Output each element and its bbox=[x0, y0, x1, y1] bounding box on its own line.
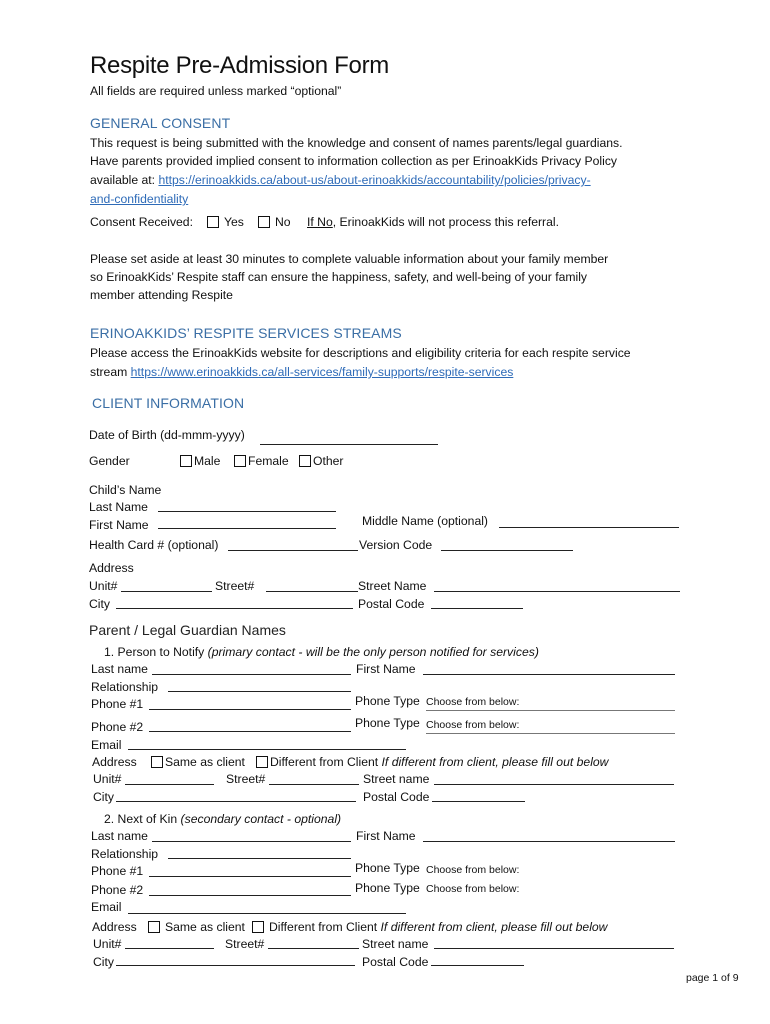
privacy-policy-link-continued[interactable]: and-confidentiality bbox=[90, 192, 189, 206]
client-postal-code-field[interactable] bbox=[431, 608, 523, 609]
consent-link-prefix: available at: bbox=[90, 173, 159, 187]
if-no-rest-text: , ErinoakKids will not process this referral. bbox=[332, 215, 559, 229]
p2-phone-type-1-select[interactable]: Choose from below: bbox=[426, 864, 520, 876]
p2-different-from-client-checkbox[interactable] bbox=[252, 921, 264, 933]
p1-phone-type-1-label: Phone Type bbox=[355, 694, 420, 708]
version-code-label: Version Code bbox=[359, 538, 433, 552]
client-last-name-label: Last Name bbox=[89, 500, 148, 514]
consent-if-no-note bbox=[307, 215, 559, 229]
p2-postal-code-field[interactable] bbox=[431, 965, 524, 966]
health-card-label: Health Card # (optional) bbox=[89, 538, 219, 552]
gender-female-label: Female bbox=[248, 454, 289, 468]
p2-different-from-client-label bbox=[269, 920, 607, 934]
p1-same-as-client-checkbox[interactable] bbox=[151, 756, 163, 768]
client-street-name-field[interactable] bbox=[434, 591, 680, 592]
p2-same-as-client-label: Same as client bbox=[165, 920, 245, 934]
p2-phone2-label: Phone #2 bbox=[91, 883, 144, 897]
gender-male-label: Male bbox=[194, 454, 221, 468]
general-consent-heading: GENERAL CONSENT bbox=[90, 115, 231, 131]
time-note-line-1: Please set aside at least 30 minutes to complete valuable information about your family member bbox=[90, 252, 609, 266]
next-of-kin-text: 2. Next of Kin bbox=[104, 812, 181, 826]
childs-name-label: Child’s Name bbox=[89, 483, 162, 497]
gender-male-checkbox[interactable] bbox=[180, 455, 192, 467]
p1-first-name-field[interactable] bbox=[423, 674, 675, 675]
person-to-notify-text: 1. Person to Notify bbox=[104, 645, 208, 659]
p2-unit-field[interactable] bbox=[125, 948, 214, 949]
client-first-name-label: First Name bbox=[89, 518, 149, 532]
p1-city-field[interactable] bbox=[116, 801, 356, 802]
time-note-line-3: member attending Respite bbox=[90, 288, 233, 302]
consent-text-line-2: Have parents provided implied consent to information collection as per ErinoakKids Privacy Policy bbox=[90, 154, 618, 168]
next-of-kin-note: (secondary contact - optional) bbox=[180, 812, 342, 826]
client-middle-name-field[interactable] bbox=[499, 527, 679, 528]
p2-postal-code-label: Postal Code bbox=[362, 955, 429, 969]
next-of-kin-title bbox=[104, 812, 341, 826]
p1-phone-type-1-underline bbox=[426, 710, 675, 711]
person-to-notify-note: (primary contact - will be the only person notified for services) bbox=[207, 645, 539, 659]
p1-first-name-label: First Name bbox=[356, 662, 416, 676]
p2-unit-label: Unit# bbox=[93, 937, 122, 951]
p2-street-number-label: Street# bbox=[225, 937, 265, 951]
p1-phone-type-2-select[interactable]: Choose from below: bbox=[426, 719, 520, 731]
p1-street-number-label: Street# bbox=[226, 772, 266, 786]
p1-phone2-field[interactable] bbox=[149, 731, 351, 732]
client-city-label: City bbox=[89, 597, 110, 611]
p1-unit-field[interactable] bbox=[125, 784, 214, 785]
p1-phone-type-2-label: Phone Type bbox=[355, 716, 420, 730]
consent-received-label: Consent Received: bbox=[90, 215, 193, 229]
p1-different-text: Different from Client bbox=[270, 755, 379, 769]
gender-label: Gender bbox=[89, 454, 130, 468]
version-code-field[interactable] bbox=[441, 550, 573, 551]
p1-street-name-label: Street name bbox=[363, 772, 430, 786]
p1-relationship-field[interactable] bbox=[168, 691, 351, 692]
p1-email-label: Email bbox=[91, 738, 122, 752]
client-city-field[interactable] bbox=[116, 608, 353, 609]
p2-different-note: If different from client, please fill out below bbox=[377, 920, 608, 934]
gender-other-label: Other bbox=[313, 454, 344, 468]
privacy-policy-link[interactable]: https://erinoakkids.ca/about-us/about-erinoakkids/accountability/policies/privacy- bbox=[158, 173, 591, 187]
p2-first-name-label: First Name bbox=[356, 829, 416, 843]
p1-street-name-field[interactable] bbox=[434, 784, 674, 785]
dob-field[interactable] bbox=[260, 444, 438, 445]
client-first-name-field[interactable] bbox=[158, 528, 336, 529]
consent-yes-label: Yes bbox=[224, 215, 244, 229]
client-last-name-field[interactable] bbox=[158, 511, 336, 512]
consent-text-line-3 bbox=[90, 173, 591, 187]
page-subtitle: All fields are required unless marked “optional” bbox=[90, 84, 342, 98]
p2-different-text: Different from Client bbox=[269, 920, 378, 934]
client-unit-field[interactable] bbox=[121, 591, 212, 592]
client-street-number-label: Street# bbox=[215, 579, 255, 593]
p2-street-name-label: Street name bbox=[362, 937, 429, 951]
p1-phone-type-1-select[interactable]: Choose from below: bbox=[426, 696, 520, 708]
streams-text-line-2 bbox=[90, 365, 513, 379]
respite-services-link[interactable]: https://www.erinoakkids.ca/all-services/family-supports/respite-services bbox=[130, 365, 514, 379]
client-unit-label: Unit# bbox=[89, 579, 118, 593]
p1-phone1-field[interactable] bbox=[149, 709, 351, 710]
p1-postal-code-label: Postal Code bbox=[363, 790, 430, 804]
time-note-line-2: so ErinoakKids’ Respite staff can ensure the happiness, safety, and well-being of your family bbox=[90, 270, 588, 284]
p2-last-name-label: Last name bbox=[91, 829, 148, 843]
health-card-field[interactable] bbox=[228, 550, 358, 551]
p1-email-field[interactable] bbox=[128, 749, 406, 750]
client-information-heading: CLIENT INFORMATION bbox=[92, 395, 245, 411]
p2-relationship-label: Relationship bbox=[91, 847, 159, 861]
p1-last-name-field[interactable] bbox=[152, 674, 351, 675]
consent-no-label: No bbox=[275, 215, 291, 229]
client-street-name-label: Street Name bbox=[358, 579, 427, 593]
consent-yes-checkbox[interactable] bbox=[207, 216, 219, 228]
p1-different-note: If different from client, please fill out below bbox=[378, 755, 609, 769]
streams-heading: ERINOAKKIDS’ RESPITE SERVICES STREAMS bbox=[90, 325, 402, 341]
consent-text-line-1: This request is being submitted with the knowledge and consent of names parents/legal guardians. bbox=[90, 136, 623, 150]
p1-street-number-field[interactable] bbox=[269, 784, 359, 785]
if-no-text: If No bbox=[307, 215, 333, 229]
p2-first-name-field[interactable] bbox=[423, 841, 675, 842]
gender-female-checkbox[interactable] bbox=[234, 455, 246, 467]
p1-last-name-label: Last name bbox=[91, 662, 148, 676]
streams-link-prefix: stream bbox=[90, 365, 131, 379]
p1-address-label: Address bbox=[92, 755, 137, 769]
p1-same-as-client-label: Same as client bbox=[165, 755, 245, 769]
p2-phone1-label: Phone #1 bbox=[91, 864, 144, 878]
p2-phone2-field[interactable] bbox=[149, 895, 351, 896]
person-to-notify-title bbox=[104, 645, 539, 659]
p2-email-label: Email bbox=[91, 900, 122, 914]
p1-different-from-client-label bbox=[270, 755, 608, 769]
p1-postal-code-field[interactable] bbox=[432, 801, 525, 802]
p1-relationship-label: Relationship bbox=[91, 680, 159, 694]
client-postal-code-label: Postal Code bbox=[358, 597, 425, 611]
p1-phone1-label: Phone #1 bbox=[91, 697, 144, 711]
client-address-label: Address bbox=[89, 561, 134, 575]
client-street-number-field[interactable] bbox=[266, 591, 358, 592]
gender-other-checkbox[interactable] bbox=[299, 455, 311, 467]
p2-relationship-field[interactable] bbox=[168, 858, 351, 859]
p2-phone-type-2-label: Phone Type bbox=[355, 881, 420, 895]
p2-street-number-field[interactable] bbox=[268, 948, 359, 949]
p2-phone-type-1-label: Phone Type bbox=[355, 861, 420, 875]
client-middle-name-label: Middle Name (optional) bbox=[362, 514, 488, 528]
p2-address-label: Address bbox=[92, 920, 137, 934]
p2-same-as-client-checkbox[interactable] bbox=[148, 921, 160, 933]
p2-phone-type-2-select[interactable]: Choose from below: bbox=[426, 883, 520, 895]
p1-different-from-client-checkbox[interactable] bbox=[256, 756, 268, 768]
p2-email-field[interactable] bbox=[128, 913, 406, 914]
p1-unit-label: Unit# bbox=[93, 772, 122, 786]
page-title: Respite Pre-Admission Form bbox=[90, 52, 389, 79]
consent-no-checkbox[interactable] bbox=[258, 216, 270, 228]
dob-label: Date of Birth (dd-mmm-yyyy) bbox=[89, 428, 245, 442]
p2-last-name-field[interactable] bbox=[152, 841, 351, 842]
guardian-heading: Parent / Legal Guardian Names bbox=[89, 622, 286, 638]
page-number: page 1 of 9 bbox=[686, 972, 739, 984]
p2-city-field[interactable] bbox=[116, 965, 355, 966]
p1-phone-type-2-underline bbox=[426, 733, 675, 734]
p2-phone1-field[interactable] bbox=[149, 876, 351, 877]
p2-city-label: City bbox=[93, 955, 114, 969]
p1-phone2-label: Phone #2 bbox=[91, 720, 144, 734]
p1-city-label: City bbox=[93, 790, 114, 804]
p2-street-name-field[interactable] bbox=[434, 948, 674, 949]
streams-text-line-1: Please access the ErinoakKids website for descriptions and eligibility criteria for each respite service bbox=[90, 346, 631, 360]
